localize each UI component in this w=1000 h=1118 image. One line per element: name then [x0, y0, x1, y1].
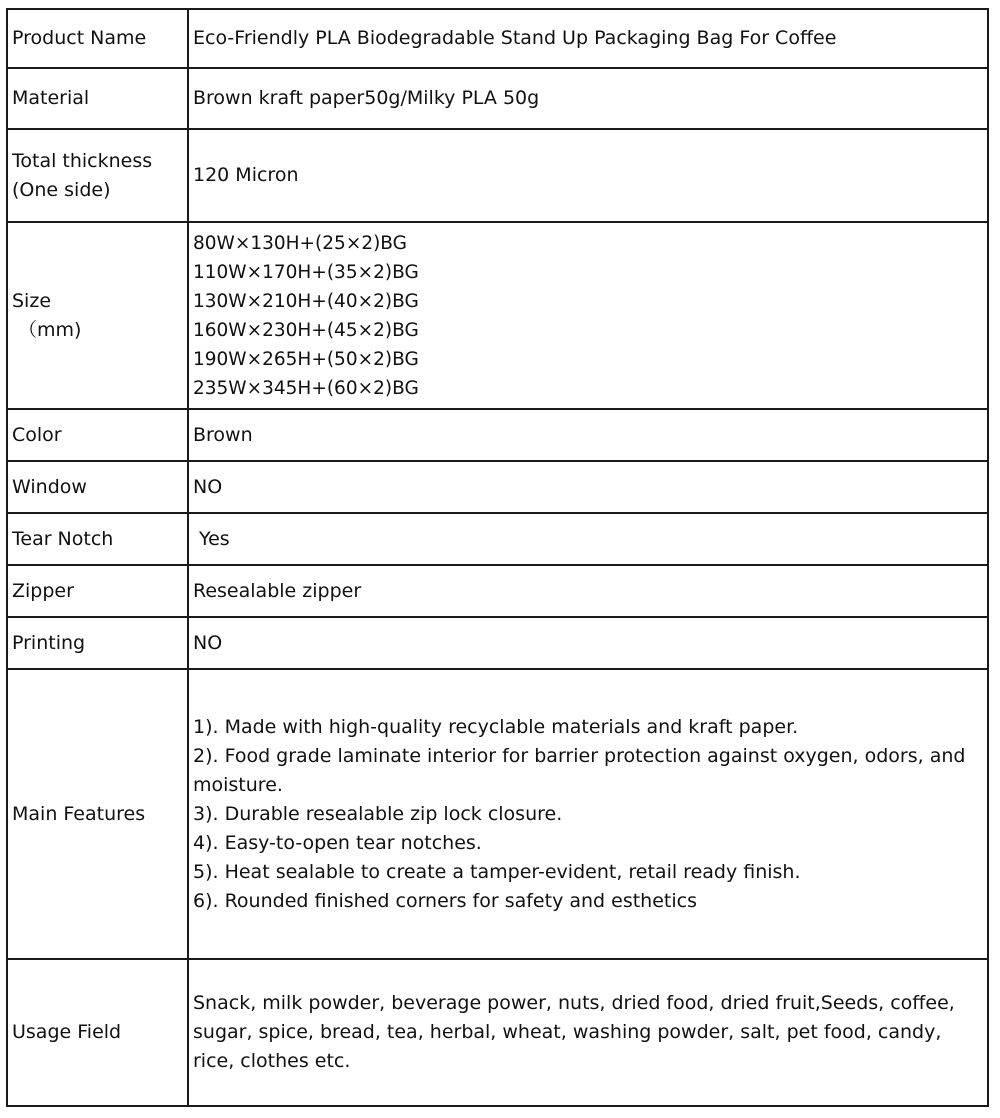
- row-label: Window: [7, 461, 188, 513]
- row-value: Brown kraft paper50g/Milky PLA 50g: [188, 68, 988, 129]
- size-option: 110W×170H+(35×2)BG: [193, 261, 419, 283]
- table-row-zipper: [7, 565, 988, 617]
- row-label-line: Size: [12, 289, 52, 312]
- row-label: Usage Field: [7, 959, 188, 1106]
- row-label: Tear Notch: [7, 513, 188, 565]
- table-row-color: [7, 409, 988, 461]
- row-value: 120 Micron: [188, 129, 988, 222]
- table-row-usage-field: [7, 959, 988, 1106]
- table-row-material: [7, 68, 988, 129]
- row-label-line: （mm): [12, 318, 82, 341]
- table-row-printing: [7, 617, 988, 669]
- row-label: Zipper: [7, 565, 188, 617]
- table-row-main-features: [7, 669, 988, 959]
- table-row-total-thickness: [7, 129, 988, 222]
- product-spec-table: [6, 8, 989, 1107]
- size-option: 160W×230H+(45×2)BG: [193, 319, 419, 341]
- row-value: Snack, milk powder, beverage power, nuts, dried food, dried fruit,Seeds, coffee, sugar, spice, bread, tea, herbal, wheat, washing powder, salt, pet food, candy, rice, clothes etc.: [188, 959, 988, 1106]
- row-value: [188, 669, 988, 959]
- feature-item: 6). Rounded finished corners for safety and esthetics: [193, 889, 697, 912]
- feature-item: 1). Made with high-quality recyclable materials and kraft paper.: [193, 715, 799, 738]
- row-label-line: (One side): [12, 178, 111, 201]
- feature-item: 3). Durable resealable zip lock closure.: [193, 802, 563, 825]
- feature-item: 4). Easy-to-open tear notches.: [193, 831, 482, 854]
- feature-item: 2). Food grade laminate interior for barrier protection against oxygen, odors, and moisture.: [193, 744, 966, 796]
- row-label-line: Total thickness: [12, 149, 153, 172]
- row-value: [188, 222, 988, 409]
- row-label: Main Features: [7, 669, 188, 959]
- size-option: 130W×210H+(40×2)BG: [193, 290, 419, 312]
- row-label: Product Name: [7, 9, 188, 68]
- table-row-window: [7, 461, 988, 513]
- size-option: 80W×130H+(25×2)BG: [193, 232, 408, 254]
- row-value: NO: [188, 617, 988, 669]
- feature-item: 5). Heat sealable to create a tamper-evident, retail ready finish.: [193, 860, 801, 883]
- row-value: Eco-Friendly PLA Biodegradable Stand Up Packaging Bag For Coffee: [188, 9, 988, 68]
- row-value: Brown: [188, 409, 988, 461]
- table-row-size: [7, 222, 988, 409]
- table-row-product-name: [7, 9, 988, 68]
- row-label: [7, 129, 188, 222]
- row-label: Color: [7, 409, 188, 461]
- row-label: [7, 222, 188, 409]
- row-label: Printing: [7, 617, 188, 669]
- size-option: 235W×345H+(60×2)BG: [193, 377, 419, 399]
- row-value: Resealable zipper: [188, 565, 988, 617]
- size-option: 190W×265H+(50×2)BG: [193, 348, 419, 370]
- row-value: NO: [188, 461, 988, 513]
- row-value: Yes: [188, 513, 988, 565]
- row-label: Material: [7, 68, 188, 129]
- table-row-tear-notch: [7, 513, 988, 565]
